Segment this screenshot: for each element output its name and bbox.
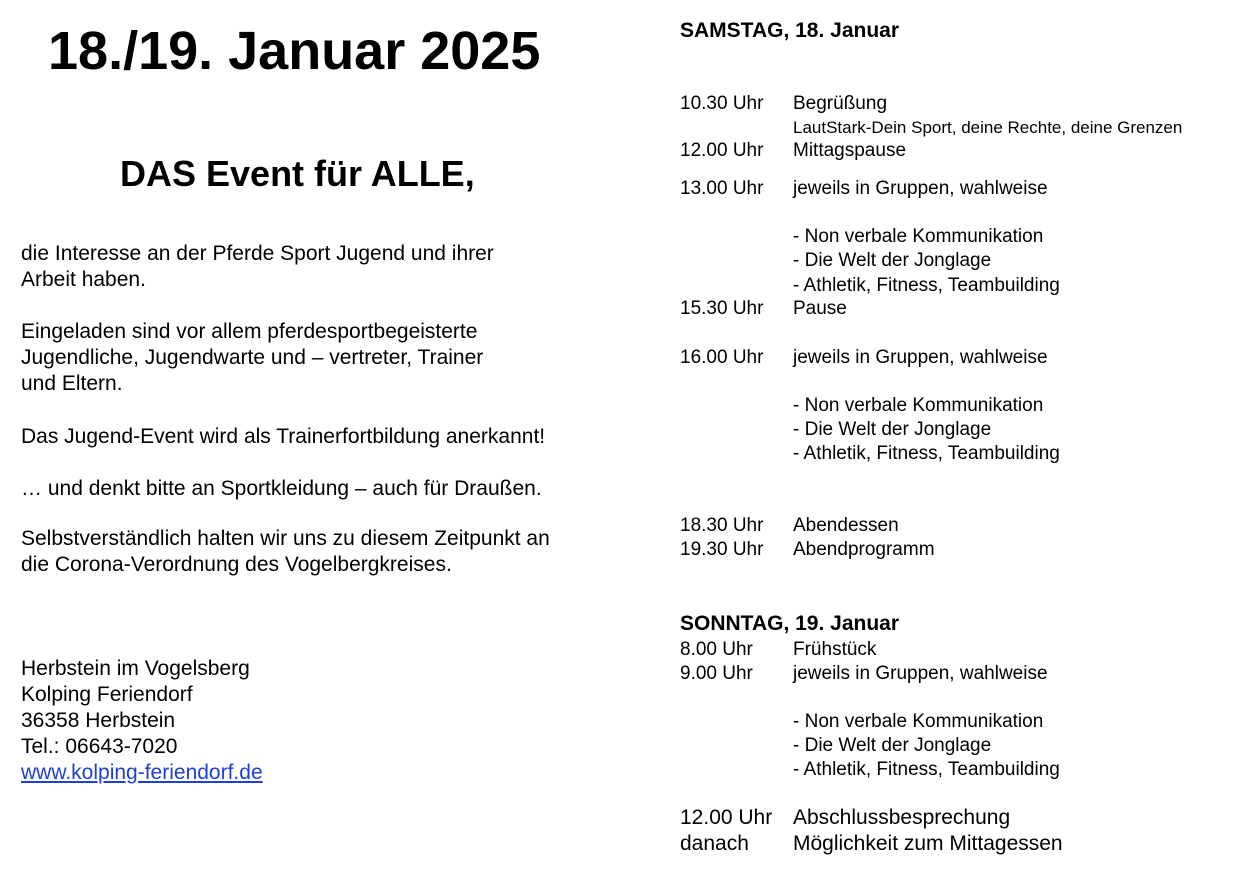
schedule-time: 8.00 Uhr [680, 639, 753, 660]
schedule-item-welcome: Begrüßung [793, 93, 888, 114]
invited-line-2: Jugendliche, Jugendwarte und – vertreter, Trainer [21, 346, 484, 369]
corona-line-2: die Corona-Verordnung des Vogelbergkreises. [21, 553, 452, 576]
schedule-item-groups: jeweils in Gruppen, wahlweise [793, 347, 1048, 368]
group-option: - Die Welt der Jonglage [793, 419, 992, 440]
invited-line-3: und Eltern. [21, 372, 123, 395]
clothing-paragraph [21, 476, 542, 502]
schedule-time: 18.30 Uhr [680, 515, 764, 536]
corona-line-1: Selbstverständlich halten wir uns zu diesem Zeitpunkt an [21, 527, 550, 550]
schedule-item-dinner: Abendessen [793, 515, 899, 536]
group-option: - Non verbale Kommunikation [793, 226, 1044, 247]
schedule-item-groups: jeweils in Gruppen, wahlweise [793, 663, 1048, 684]
intro-paragraph [21, 241, 494, 293]
schedule-item-groups: jeweils in Gruppen, wahlweise [793, 178, 1048, 199]
group-option: - Athletik, Fitness, Teambuilding [793, 759, 1060, 780]
group-option: - Athletik, Fitness, Teambuilding [793, 443, 1060, 464]
schedule-time: 19.30 Uhr [680, 539, 764, 560]
schedule-item-lunch-break: Mittagspause [793, 140, 907, 161]
schedule-item-optional-lunch: Möglichkeit zum Mittagessen [793, 832, 1063, 855]
address-line-1: Herbstein im Vogelsberg [21, 657, 250, 680]
saturday-heading: SAMSTAG, 18. Januar [680, 19, 900, 42]
clothing-line-1: … und denkt bitte an Sportkleidung – auch für Draußen. [21, 477, 542, 500]
schedule-time: 12.00 Uhr [680, 140, 764, 161]
invited-paragraph [21, 319, 483, 397]
training-paragraph [21, 424, 545, 450]
schedule-time: 16.00 Uhr [680, 347, 764, 368]
schedule-item-final-meeting: Abschlussbesprechung [793, 806, 1011, 829]
address-phone: Tel.: 06643-7020 [21, 735, 178, 758]
schedule-time: 10.30 Uhr [680, 93, 764, 114]
group-option: - Die Welt der Jonglage [793, 735, 992, 756]
schedule-time: 13.00 Uhr [680, 178, 764, 199]
schedule-time: danach [680, 832, 749, 855]
intro-line-2: Arbeit haben. [21, 268, 146, 291]
schedule-time: 12.00 Uhr [680, 806, 773, 829]
schedule-item-evening-program: Abendprogramm [793, 539, 935, 560]
corona-paragraph [21, 526, 550, 578]
group-option: - Non verbale Kommunikation [793, 395, 1044, 416]
website-link[interactable]: www.kolping-feriendorf.de [21, 761, 263, 784]
address-line-3: 36358 Herbstein [21, 709, 176, 732]
schedule-item-lautstark: LautStark-Dein Sport, deine Rechte, deine Grenzen [793, 118, 1183, 137]
training-line-1: Das Jugend-Event wird als Trainerfortbildung anerkannt! [21, 425, 546, 448]
address-block [21, 656, 263, 786]
sunday-heading: SONNTAG, 19. Januar [680, 612, 900, 635]
invited-line-1: Eingeladen sind vor allem pferdesportbegeisterte [21, 320, 478, 343]
schedule-item-pause: Pause [793, 298, 847, 319]
address-line-2: Kolping Feriendorf [21, 683, 193, 706]
schedule-item-breakfast: Frühstück [793, 639, 877, 660]
schedule-time: 9.00 Uhr [680, 663, 753, 684]
event-subtitle: DAS Event für ALLE, [120, 153, 475, 194]
group-option: - Die Welt der Jonglage [793, 250, 992, 271]
schedule-time: 15.30 Uhr [680, 298, 764, 319]
group-option: - Non verbale Kommunikation [793, 711, 1044, 732]
event-date-title: 18./19. Januar 2025 [48, 21, 541, 81]
intro-line-1: die Interesse an der Pferde Sport Jugend und ihrer [21, 242, 494, 265]
group-option: - Athletik, Fitness, Teambuilding [793, 275, 1060, 296]
